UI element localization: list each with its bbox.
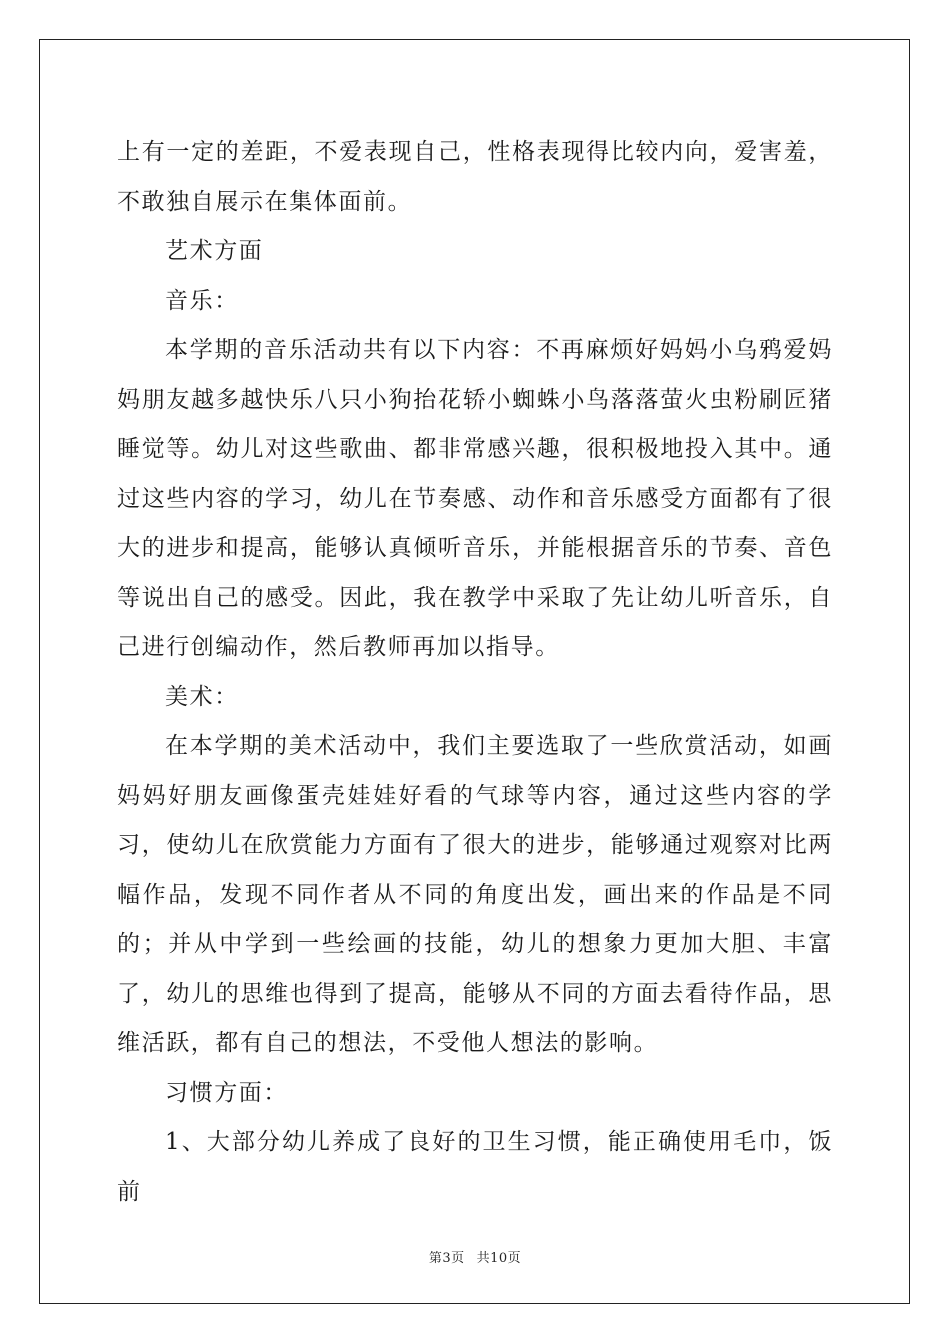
paragraph-fine-art: 在本学期的美术活动中，我们主要选取了一些欣赏活动，如画妈妈好朋友画像蛋壳娃娃好看的气球等内容，通过这些内容的学习，使幼儿在欣赏能力方面有了很大的进步，能够通过观察对比两幅作品，发现不同作者从不同的角度出发，画出来的作品是不同的；并从中学到一些绘画的技能，幼儿的想象力更加大胆、丰富了，幼儿的思维也得到了提高，能够从不同的方面去看待作品，思维活跃，都有自己的想法，不受他人想法的影响。: [117, 733, 833, 1056]
paragraph-continuation: 上有一定的差距，不爱表现自己，性格表现得比较内向，爱害羞，不敢独自展示在集体面前。: [117, 139, 833, 215]
page-footer: [0, 1247, 950, 1266]
section-heading-art: 艺术方面: [165, 238, 264, 264]
subheading-music: 音乐：: [165, 287, 239, 314]
document-body: [117, 128, 833, 1217]
subheading-fine-art: 美术：: [165, 683, 239, 710]
paragraph-music: 本学期的音乐活动共有以下内容：不再麻烦好妈妈小乌鸦爱妈妈朋友越多越快乐八只小狗抬花轿小蜘蛛小鸟落落萤火虫粉刷匠猪睡觉等。幼儿对这些歌曲、都非常感兴趣，很积极地投入其中。通过这些内容的学习，幼儿在节奏感、动作和音乐感受方面都有了很大的进步和提高，能够认真倾听音乐，并能根据音乐的节奏、音色等说出自己的感受。因此，我在教学中采取了先让幼儿听音乐，自己进行创编动作，然后教师再加以指导。: [117, 337, 833, 660]
page-number: 第3页: [428, 1251, 465, 1266]
page-total: 共10页: [476, 1251, 522, 1266]
paragraph-habits-item-1: 1、大部分幼儿养成了良好的卫生习惯，能正确使用毛巾，饭前: [117, 1129, 833, 1205]
section-heading-habits: 习惯方面：: [165, 1079, 288, 1106]
